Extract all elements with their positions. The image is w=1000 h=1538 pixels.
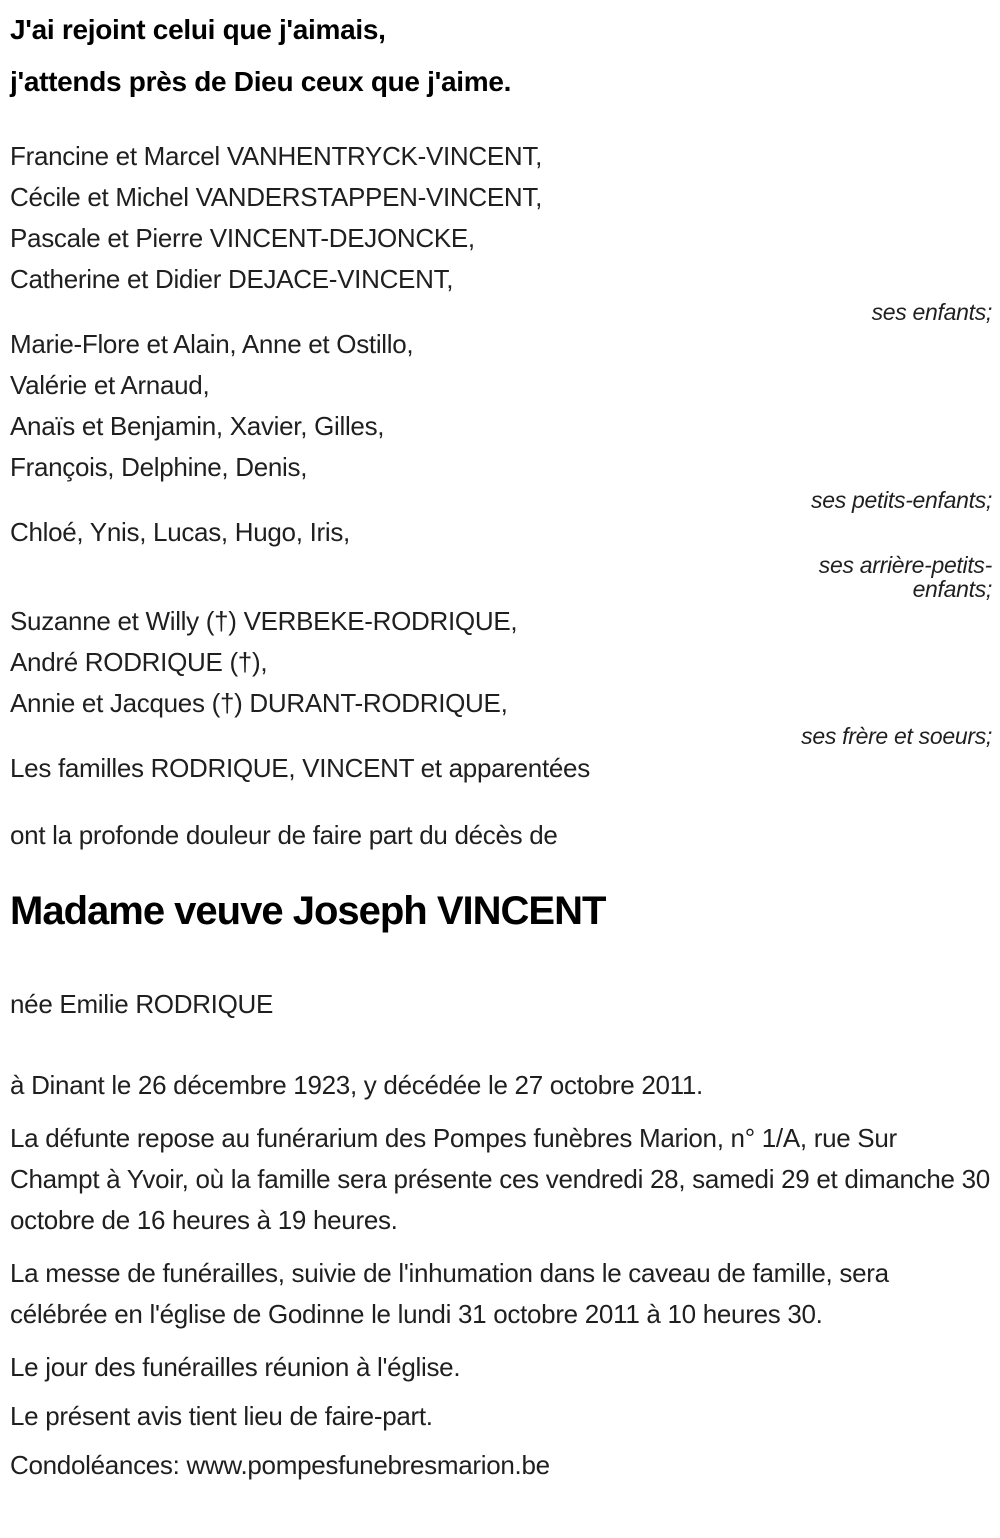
family-member-line: François, Delphine, Denis, — [10, 452, 308, 482]
family-member-line: Annie et Jacques (†) DURANT-RODRIQUE, — [10, 688, 508, 718]
epitaph-line: j'attends près de Dieu ceux que j'aime. — [10, 66, 512, 97]
visitation-paragraph: La défunte repose au funérarium des Pompes funèbres Marion, n° 1/A, rue Sur Champt à Yvoir, où la famille sera présente ces vendredi 28, samedi 29 et dimanche 30 octobre de 16 heures à 19 heures. — [10, 1123, 990, 1235]
family-list — [10, 136, 992, 789]
family-member-line: Chloé, Ynis, Lucas, Hugo, Iris, — [10, 517, 350, 547]
death-date-paragraph: à Dinant le 26 décembre 1923, y décédée le 27 octobre 2011. — [10, 1070, 703, 1100]
relation-label: ses arrière-petits-enfants; — [818, 552, 992, 602]
family-section-grandchildren — [10, 324, 992, 512]
epitaph — [10, 4, 992, 108]
family-member-line: Valérie et Arnaud, — [10, 370, 210, 400]
announcement-text: ont la profonde douleur de faire part du décès de — [10, 820, 558, 850]
family-member-line: Pascale et Pierre VINCENT-DEJONCKE, — [10, 223, 475, 253]
maiden-name: née Emilie RODRIQUE — [10, 989, 274, 1019]
family-section-great-grandchildren — [10, 512, 992, 601]
relation-label: ses petits-enfants; — [811, 487, 992, 513]
relation-label: ses frère et soeurs; — [801, 723, 992, 749]
relation-label: ses enfants; — [871, 299, 992, 325]
gathering-paragraph: Le jour des funérailles réunion à l'église. — [10, 1352, 461, 1382]
condolences-paragraph: Condoléances: www.pompesfunebresmarion.be — [10, 1450, 550, 1480]
epitaph-line: J'ai rejoint celui que j'aimais, — [10, 14, 386, 45]
family-member-line: Les familles RODRIQUE, VINCENT et apparentées — [10, 753, 590, 783]
deceased-name: Madame veuve Joseph VINCENT — [10, 889, 606, 933]
family-member-line: Anaïs et Benjamin, Xavier, Gilles, — [10, 411, 385, 441]
funeral-details — [10, 1065, 992, 1486]
family-member-line: André RODRIQUE (†), — [10, 647, 268, 677]
family-member-line: Francine et Marcel VANHENTRYCK-VINCENT, — [10, 141, 543, 171]
family-member-line: Marie-Flore et Alain, Anne et Ostillo, — [10, 329, 414, 359]
family-member-line: Suzanne et Willy (†) VERBEKE-RODRIQUE, — [10, 606, 518, 636]
family-section-siblings — [10, 601, 992, 748]
notice-statement-paragraph: Le présent avis tient lieu de faire-part. — [10, 1401, 433, 1431]
family-member-line: Cécile et Michel VANDERSTAPPEN-VINCENT, — [10, 182, 543, 212]
family-member-line: Catherine et Didier DEJACE-VINCENT, — [10, 264, 454, 294]
family-section-extended — [10, 748, 992, 789]
funeral-mass-paragraph: La messe de funérailles, suivie de l'inhumation dans le caveau de famille, sera célébrée en l'église de Godinne le lundi 31 octobre 2011 à 10 heures 30. — [10, 1258, 889, 1329]
family-section-children — [10, 136, 992, 324]
